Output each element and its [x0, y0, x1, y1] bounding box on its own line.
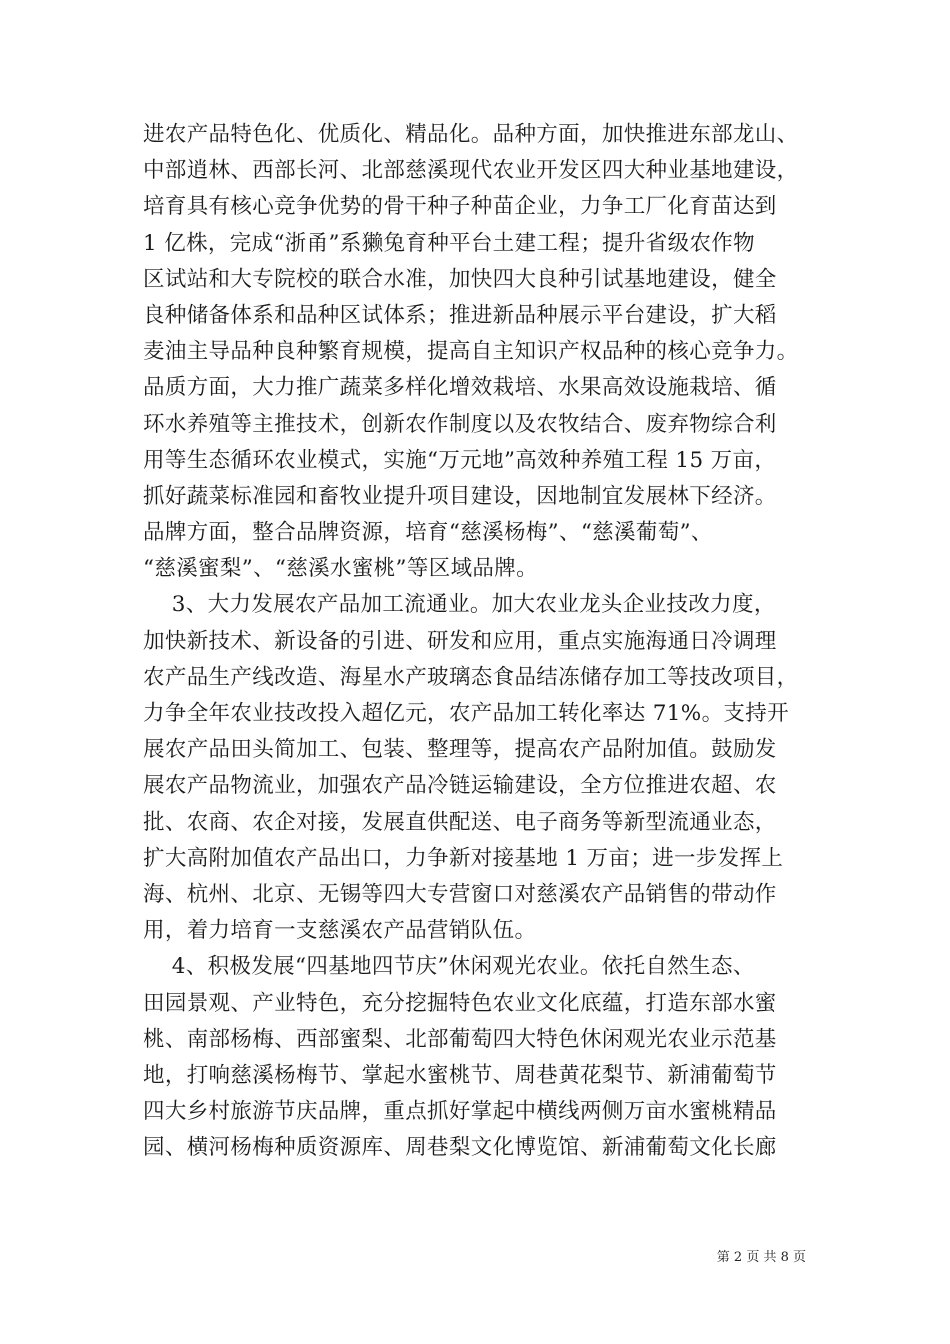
text-line: 力争全年农业技改投入超亿元，农产品加工转化率达 71%。支持开 [143, 701, 789, 726]
text-line: 桃、南部杨梅、西部蜜梨、北部葡萄四大特色休闲观光农业示范基 [143, 1026, 777, 1052]
text-line: 田园景观、产业特色，充分挖掘特色农业文化底蕴，打造东部水蜜 [143, 990, 777, 1016]
document-body [143, 117, 815, 1166]
text-line: “慈溪蜜梨”、“慈溪水蜜桃”等区域品牌。 [143, 556, 538, 582]
text-line: 用等生态循环农业模式，实施“万元地”高效种养殖工程 15 万亩， [143, 447, 777, 473]
text-line: 海、杭州、北京、无锡等四大专营窗口对慈溪农产品销售的带动作 [143, 881, 777, 907]
text-line: 批、农商、农企对接，发展直供配送、电子商务等新型流通业态， [143, 809, 777, 835]
text-line: 良种储备体系和品种区试体系；推进新品种展示平台建设，扩大稻 [143, 302, 777, 328]
text-line: 园、横河杨梅种质资源库、周巷梨文化博览馆、新浦葡萄文化长廊 [143, 1135, 777, 1161]
text-line: 培育具有核心竞争优势的骨干种子种苗企业，力争工厂化育苗达到 [143, 194, 777, 220]
text-line: 麦油主导品种良种繁育规模，提高自主知识产权品种的核心竞争力。 [143, 339, 799, 365]
text-line: 地，打响慈溪杨梅节、掌起水蜜桃节、周巷黄花梨节、新浦葡萄节 [143, 1062, 777, 1088]
text-line: 进农产品特色化、优质化、精品化。品种方面，加快推进东部龙山、 [143, 122, 799, 147]
text-line: 用，着力培育一支慈溪农产品营销队伍。 [143, 918, 537, 944]
page-number-footer: 第 2 页 共 8 页 [716, 1250, 806, 1265]
text-line: 扩大高附加值农产品出口，力争新对接基地 1 万亩；进一步发挥上 [143, 845, 784, 871]
text-line: 展农产品田头简加工、包装、整理等，提高农产品附加值。鼓励发 [143, 737, 777, 763]
text-line: 区试站和大专院校的联合水准，加快四大良种引试基地建设，健全 [143, 266, 777, 292]
text-line: 加快新技术、新设备的引进、研发和应用，重点实施海通日冷调理 [143, 628, 777, 654]
text-line: 中部逍林、西部长河、北部慈溪现代农业开发区四大种业基地建设， [143, 158, 799, 184]
text-line: 3、大力发展农产品加工流通业。加大农业龙头企业技改力度， [143, 592, 776, 618]
text-line: 4、积极发展“四基地四节庆”休闲观光农业。依托自然生态、 [143, 954, 755, 980]
text-line: 抓好蔬菜标准园和畜牧业提升项目建设，因地制宜发展林下经济。 [143, 483, 777, 509]
text-line: 展农产品物流业，加强农产品冷链运输建设，全方位推进农超、农 [143, 773, 777, 799]
text-line: 环水养殖等主推技术，创新农作制度以及农牧结合、废弃物综合利 [143, 411, 777, 437]
text-line: 1 亿株，完成“浙甬”系獭兔育种平台土建工程；提升省级农作物 [143, 230, 755, 256]
text-line: 品质方面，大力推广蔬菜多样化增效栽培、水果高效设施栽培、循 [143, 375, 777, 401]
text-line: 品牌方面，整合品牌资源，培育“慈溪杨梅”、“慈溪葡萄”、 [143, 520, 713, 546]
text-line: 四大乡村旅游节庆品牌，重点抓好掌起中横线两侧万亩水蜜桃精品 [143, 1099, 777, 1125]
text-line: 农产品生产线改造、海星水产玻璃态食品结冻储存加工等技改项目， [143, 664, 799, 690]
